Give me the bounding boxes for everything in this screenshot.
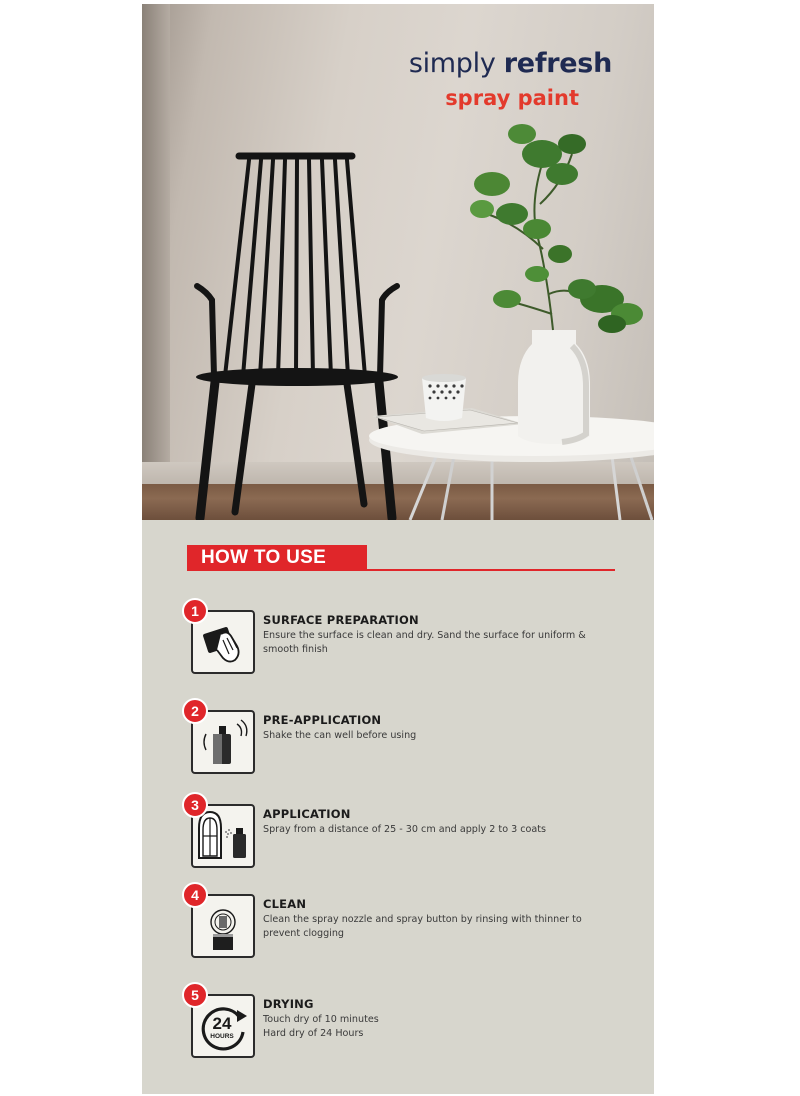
step-number-badge: 3 [182,792,208,818]
how-to-use-panel [142,520,654,1094]
step-description: Clean the spray nozzle and spray button by rinsing with thinner to prevent clogging [263,914,582,939]
brand-subtitle: spray paint [445,86,579,110]
step-description: Touch dry of 10 minutes Hard dry of 24 Hours [263,1014,379,1039]
step-description: Spray from a distance of 25 - 30 cm and apply 2 to 3 coats [263,824,547,835]
step-number-badge: 1 [182,598,208,624]
step-number-badge: 2 [182,698,208,724]
step-title: CLEAN [263,897,307,911]
hero-photo [142,4,654,520]
step-number-badge: 5 [182,982,208,1008]
step-description: Ensure the surface is clean and dry. Sand the surface for uniform & smooth finish [263,630,586,655]
step-description: Shake the can well before using [263,730,417,741]
chair-and-table-illustration [142,4,654,520]
step-title: APPLICATION [263,807,351,821]
brand-title: simply refresh [408,48,612,79]
step-title: DRYING [263,997,314,1011]
step-title: PRE-APPLICATION [263,713,382,727]
how-to-use-heading: HOW TO USE [201,547,327,568]
product-infographic [142,4,654,1094]
svg-text:24: 24 [212,1014,232,1033]
heading-divider [187,569,615,571]
step-title: SURFACE PREPARATION [263,613,419,627]
step-number-badge: 4 [182,882,208,908]
svg-text:HOURS: HOURS [210,1033,234,1040]
